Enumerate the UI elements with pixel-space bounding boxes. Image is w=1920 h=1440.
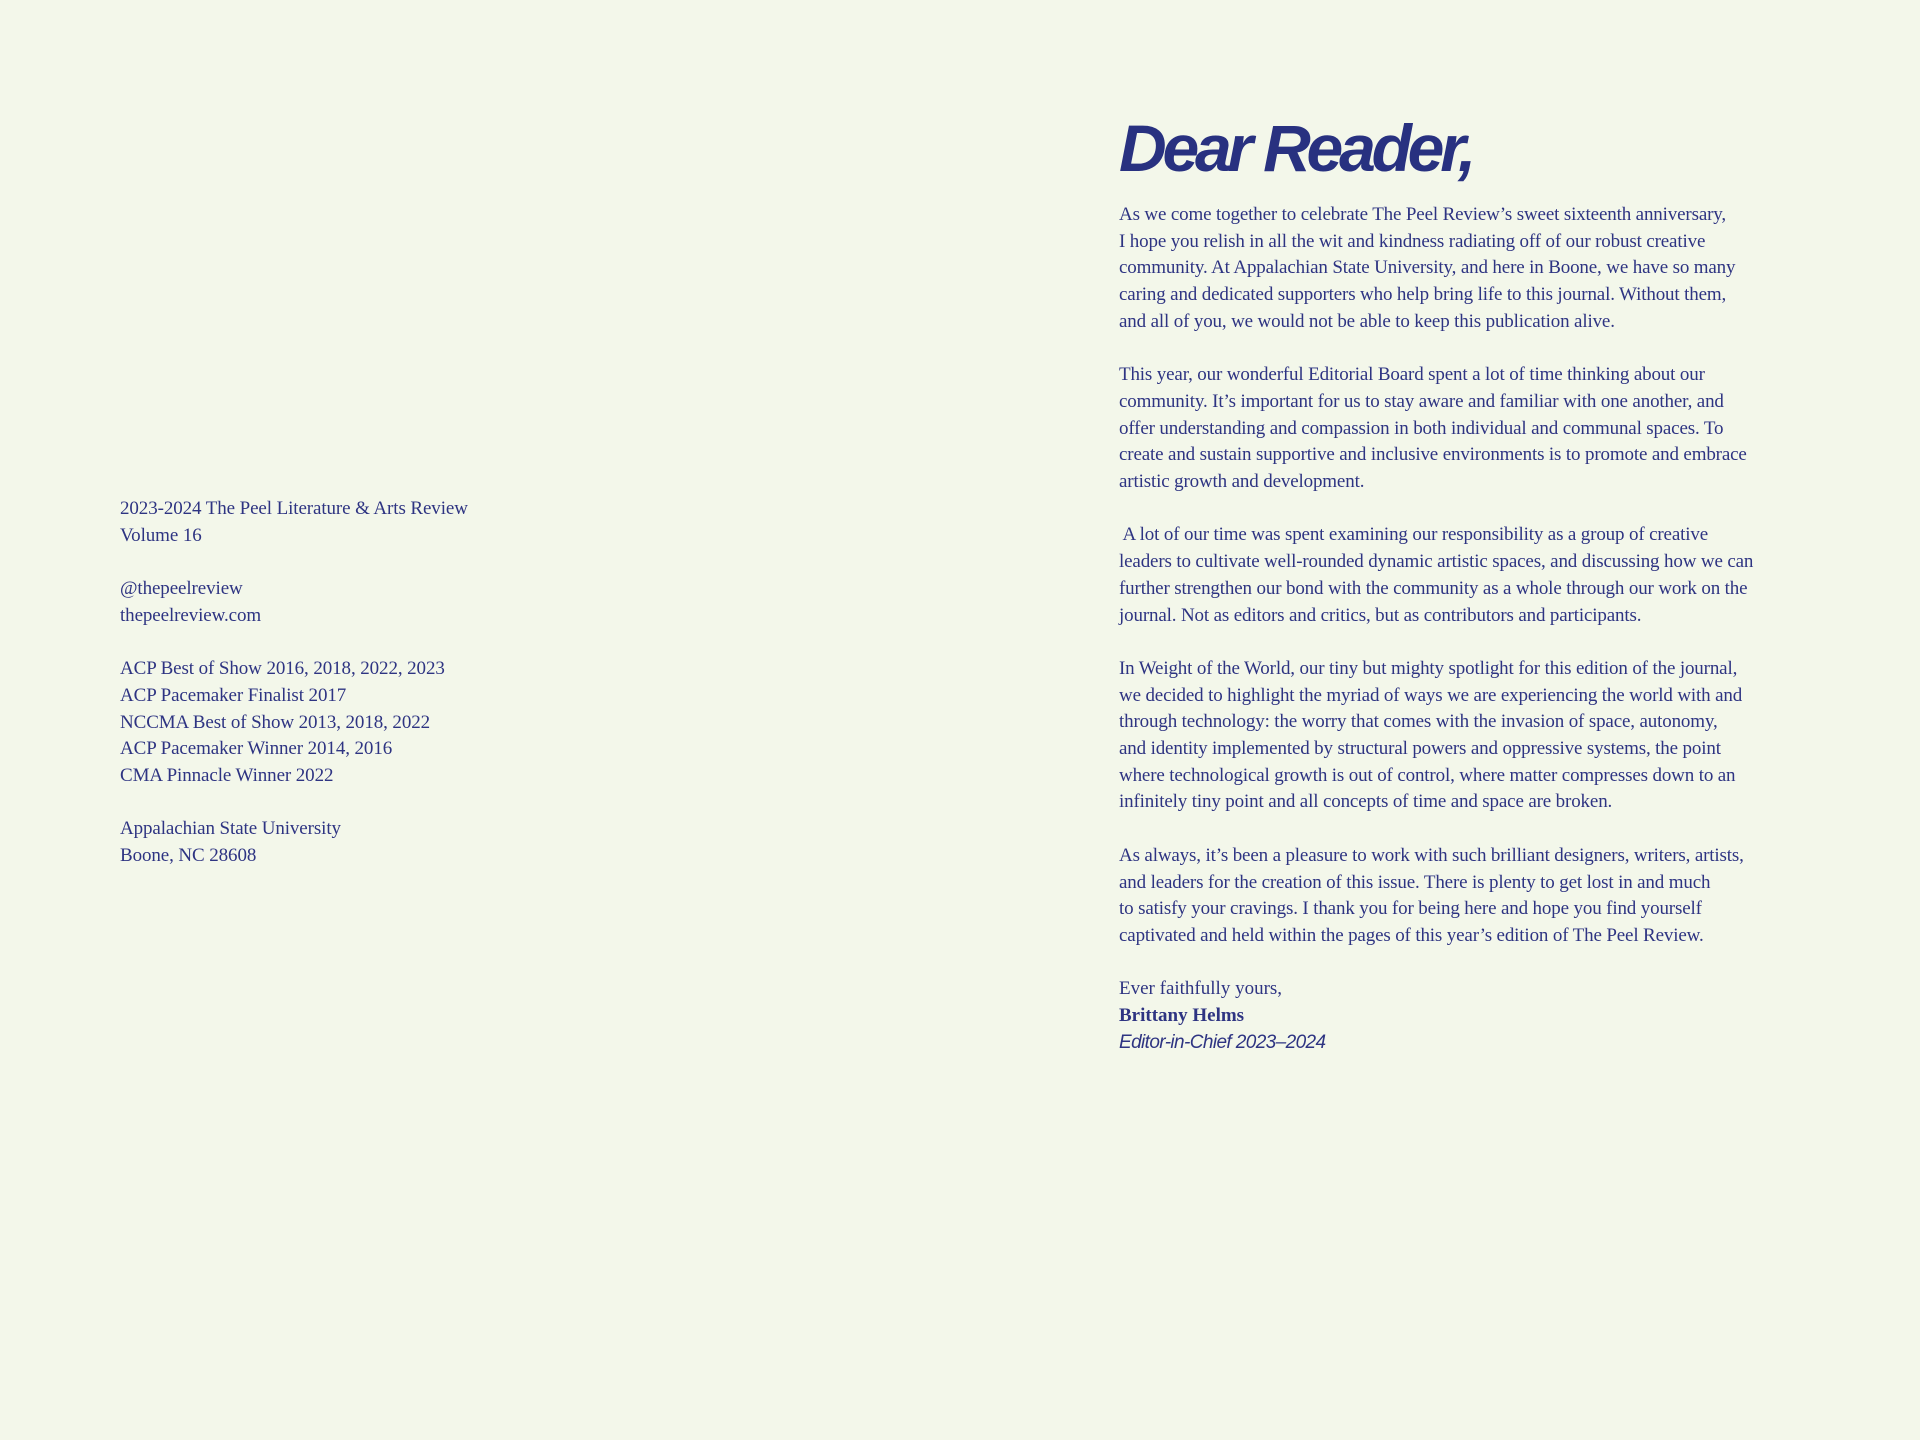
closing-line: Ever faithfully yours, <box>1119 978 1283 1000</box>
text-line: As always, it’s been a pleasure to work with such brilliant designers, writers, artists, <box>1119 844 1744 866</box>
editor-name: Brittany Helms <box>1119 1005 1245 1027</box>
text-line: artistic growth and development. <box>1119 471 1365 493</box>
letter-paragraph-5 <box>1119 843 1819 950</box>
contact-info <box>120 576 720 629</box>
text-line: where technological growth is out of control, where matter compresses down to an <box>1119 764 1736 786</box>
text-line: captivated and held within the pages of this year’s edition of The Peel Review. <box>1119 924 1704 946</box>
letter-paragraph-4 <box>1119 656 1819 816</box>
text-line: leaders to cultivate well-rounded dynamic artistic spaces, and discussing how we can <box>1119 551 1754 573</box>
publication-info <box>120 496 720 549</box>
text-line: In Weight of the World, our tiny but mighty spotlight for this edition of the journal, <box>1119 657 1738 679</box>
letter-paragraph-1 <box>1119 202 1819 336</box>
text-line: and identity implemented by structural powers and oppressive systems, the point <box>1119 738 1721 760</box>
letter-heading: Dear Reader, <box>1119 111 1473 185</box>
awards-list <box>120 656 720 790</box>
text-line: we decided to highlight the myriad of ways we are experiencing the world with and <box>1119 684 1743 706</box>
award-item: ACP Best of Show 2016, 2018, 2022, 2023 <box>120 658 445 680</box>
award-item: CMA Pinnacle Winner 2022 <box>120 765 334 786</box>
text-line: infinitely tiny point and all concepts of time and space are broken. <box>1119 791 1613 813</box>
text-line: create and sustain supportive and inclusive environments is to promote and embrace <box>1119 444 1747 466</box>
text-line: community. At Appalachian State University, and here in Boone, we have so many <box>1119 257 1736 279</box>
address <box>120 816 720 869</box>
text-line: and leaders for the creation of this issue. There is plenty to get lost in and much <box>1119 871 1711 893</box>
text-line: journal. Not as editors and critics, but as contributors and participants. <box>1119 604 1642 626</box>
editor-letter <box>1119 112 1819 1056</box>
publication-title: 2023-2024 The Peel Literature & Arts Review <box>120 498 468 519</box>
social-handle: @thepeelreview <box>120 578 243 600</box>
award-item: ACP Pacemaker Winner 2014, 2016 <box>120 738 393 760</box>
text-line: As we come together to celebrate The Peel Review’s sweet sixteenth anniversary, <box>1119 204 1727 225</box>
text-line: This year, our wonderful Editorial Board spent a lot of time thinking about our <box>1119 364 1705 386</box>
text-line: and all of you, we would not be able to keep this publication alive. <box>1119 310 1615 332</box>
colophon <box>120 496 720 896</box>
text-line: community. It’s important for us to stay aware and familiar with one another, and <box>1119 390 1724 412</box>
text-line: A lot of our time was spent examining our responsibility as a group of creative <box>1119 524 1709 546</box>
volume-number: Volume 16 <box>120 524 202 546</box>
university-name: Appalachian State University <box>120 818 341 840</box>
award-item: ACP Pacemaker Finalist 2017 <box>120 684 347 706</box>
text-line: through technology: the worry that comes with the invasion of space, autonomy, <box>1119 711 1718 733</box>
text-line: to satisfy your cravings. I thank you for being here and hope you find yourself <box>1119 898 1702 920</box>
signoff <box>1119 976 1819 1056</box>
letter-paragraph-2 <box>1119 362 1819 496</box>
text-line: offer understanding and compassion in both individual and communal spaces. To <box>1119 417 1724 439</box>
text-line: caring and dedicated supporters who help bring life to this journal. Without them, <box>1119 284 1727 306</box>
letter-paragraph-3 <box>1119 522 1819 629</box>
editor-role: Editor-in-Chief 2023–2024 <box>1119 1031 1326 1053</box>
text-line: I hope you relish in all the wit and kindness radiating off of our robust creative <box>1119 230 1706 252</box>
award-item: NCCMA Best of Show 2013, 2018, 2022 <box>120 711 431 733</box>
website: thepeelreview.com <box>120 604 262 626</box>
city-state-zip: Boone, NC 28608 <box>120 845 257 867</box>
text-line: further strengthen our bond with the community as a whole through our work on the <box>1119 577 1748 599</box>
